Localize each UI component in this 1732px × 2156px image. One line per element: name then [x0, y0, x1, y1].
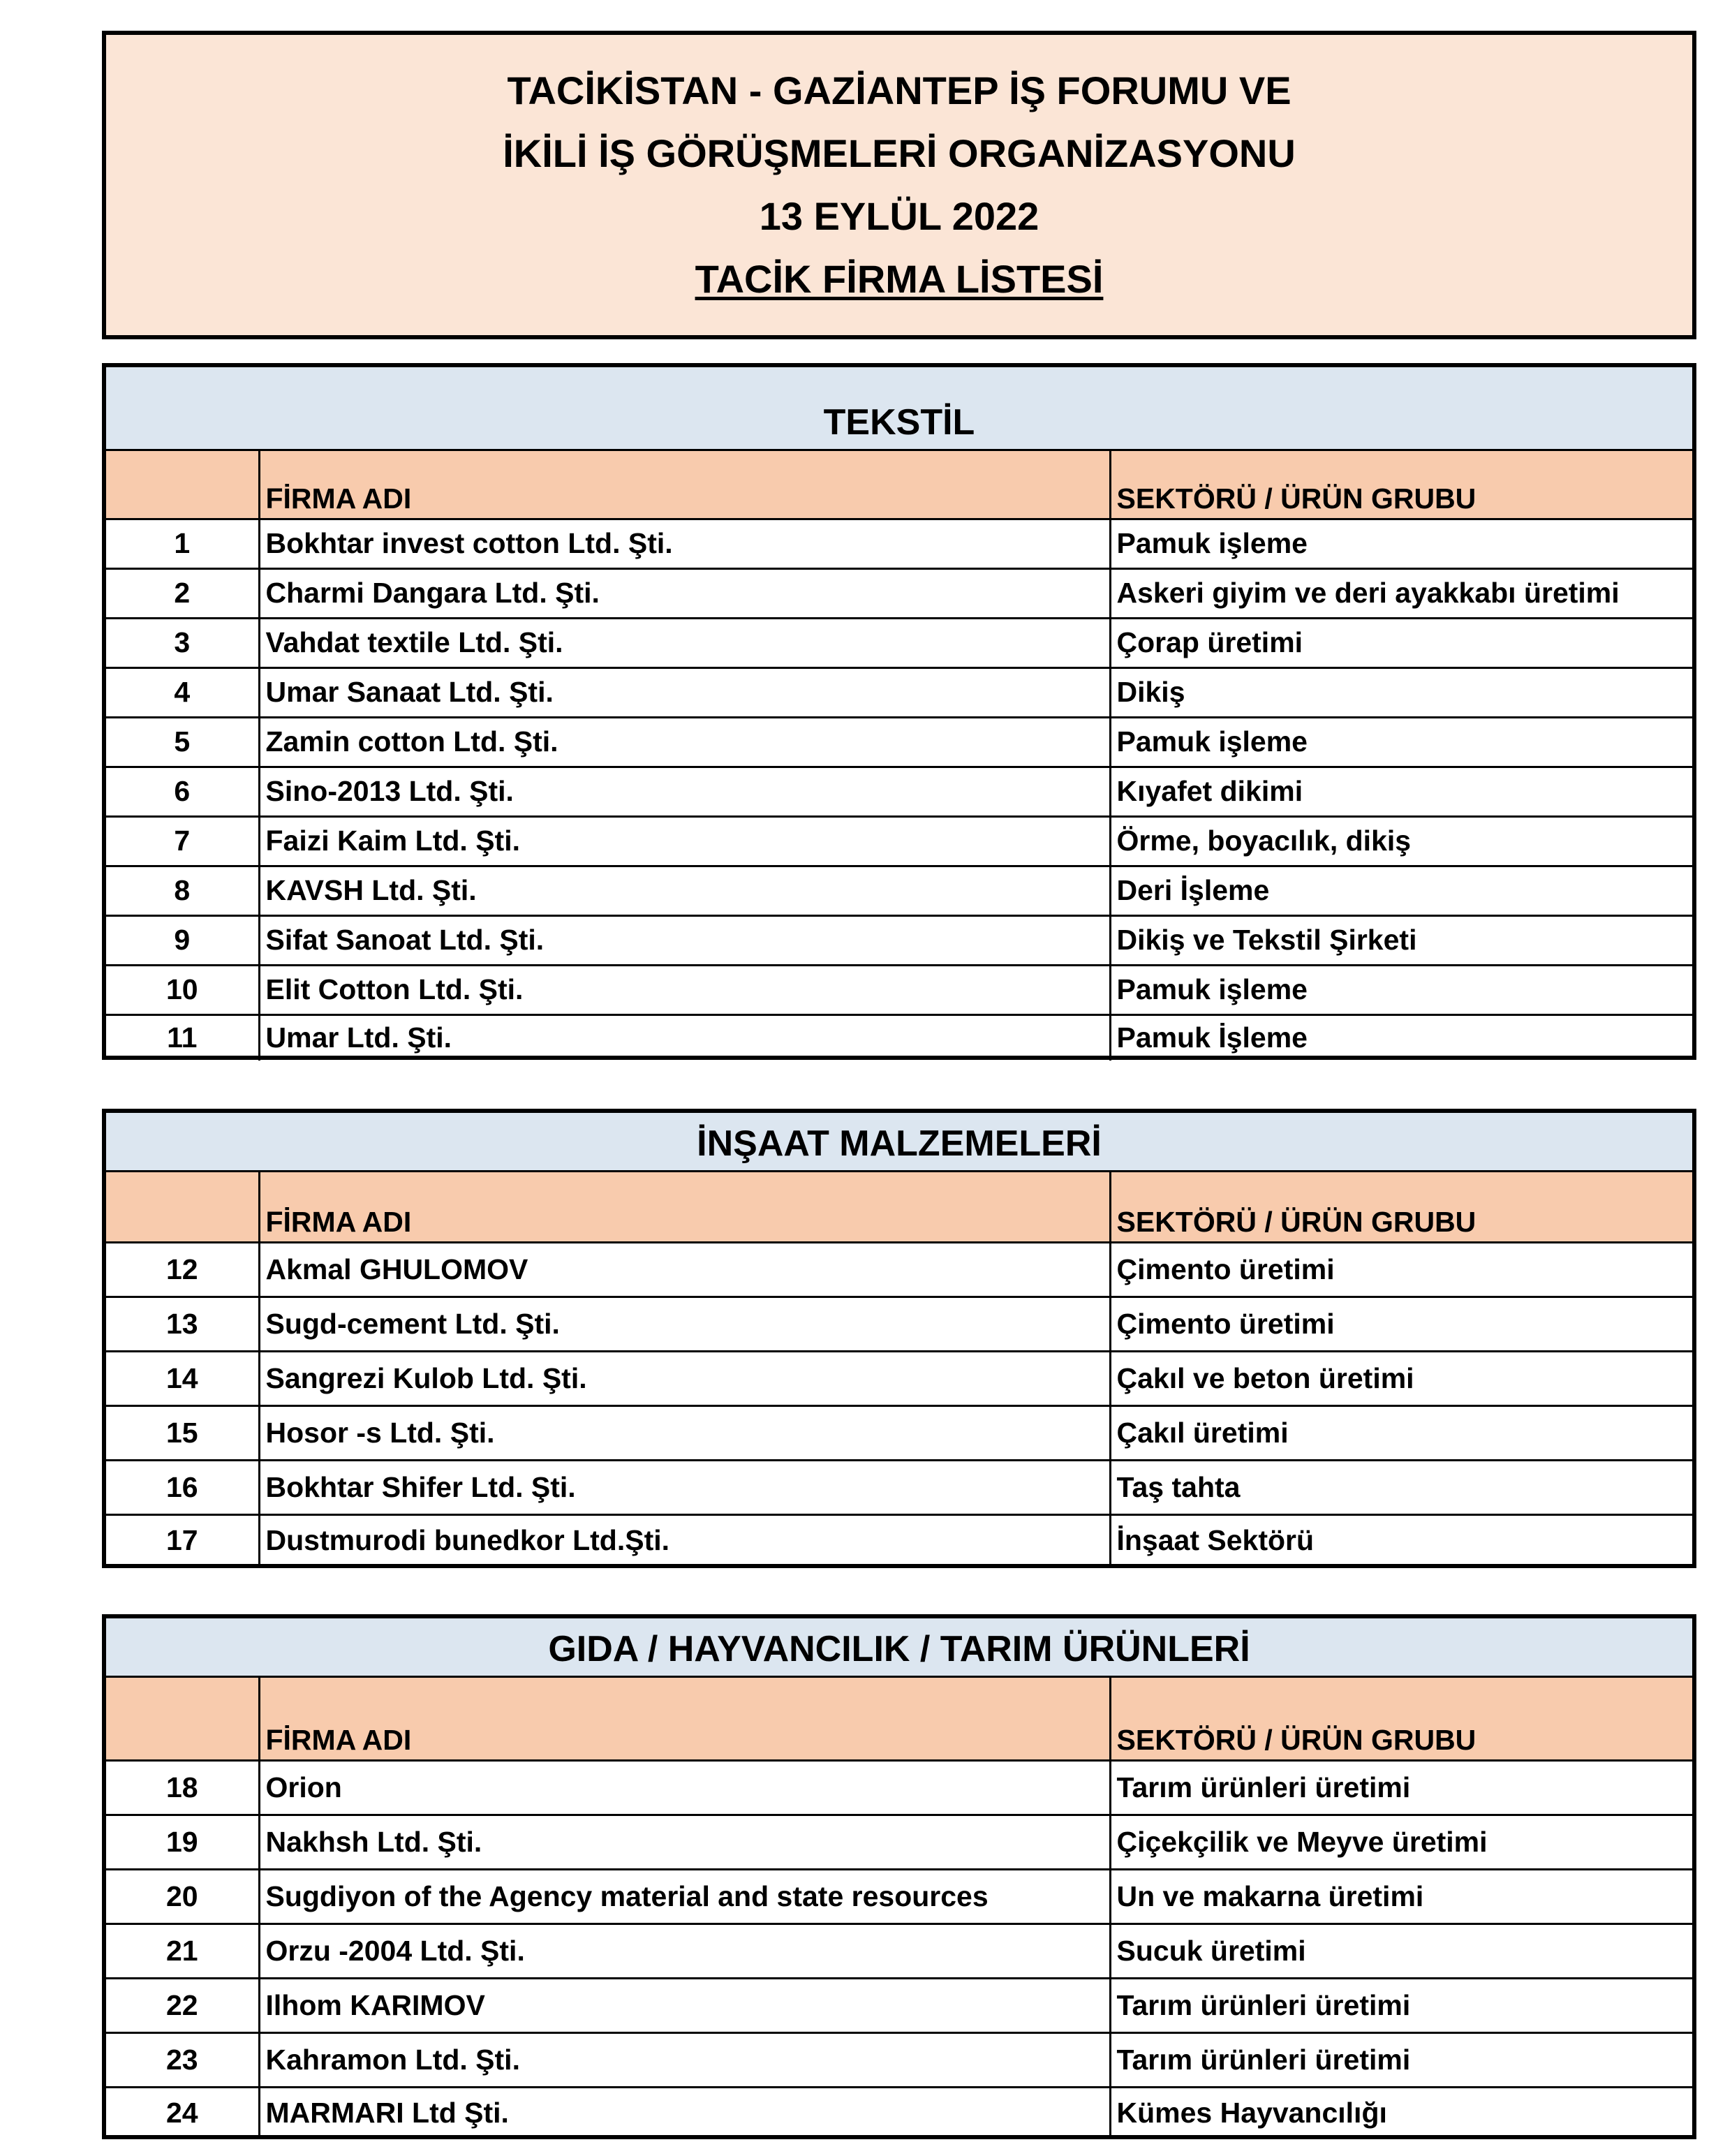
sector: Tarım ürünleri üretimi: [1110, 1978, 1692, 2032]
table-row: [106, 1514, 1692, 1565]
table-row: [106, 1242, 1692, 1297]
table-row: [106, 1978, 1692, 2032]
table-row: [106, 568, 1692, 618]
table-row: [106, 1924, 1692, 1978]
row-number: 15: [106, 1405, 259, 1460]
company-name: Sino-2013 Ltd. Şti.: [259, 767, 1110, 816]
table-row: [106, 2087, 1692, 2138]
row-number: 21: [106, 1924, 259, 1978]
company-name: Zamin cotton Ltd. Şti.: [259, 717, 1110, 767]
company-name: Orzu -2004 Ltd. Şti.: [259, 1924, 1110, 1978]
row-number: 18: [106, 1760, 259, 1815]
company-column-header: FİRMA ADI: [259, 1172, 1110, 1242]
sector: Pamuk işleme: [1110, 519, 1692, 568]
sector: Dikiş: [1110, 667, 1692, 717]
row-number: 19: [106, 1815, 259, 1869]
company-name: Nakhsh Ltd. Şti.: [259, 1815, 1110, 1869]
sector: Çorap üretimi: [1110, 618, 1692, 667]
row-number: 5: [106, 717, 259, 767]
sector: Dikiş ve Tekstil Şirketi: [1110, 915, 1692, 965]
company-name: Bokhtar Shifer Ltd. Şti.: [259, 1460, 1110, 1514]
sector: Tarım ürünleri üretimi: [1110, 1760, 1692, 1815]
section-construction: [102, 1109, 1696, 1568]
row-number: 17: [106, 1514, 259, 1565]
row-number: 22: [106, 1978, 259, 2032]
row-number: 3: [106, 618, 259, 667]
company-name: Akmal GHULOMOV: [259, 1242, 1110, 1297]
row-number: 13: [106, 1297, 259, 1351]
sector: Çimento üretimi: [1110, 1242, 1692, 1297]
sector: Çimento üretimi: [1110, 1297, 1692, 1351]
number-column-header: [106, 451, 259, 519]
sector: Taş tahta: [1110, 1460, 1692, 1514]
row-number: 6: [106, 767, 259, 816]
row-number: 8: [106, 866, 259, 915]
row-number: 1: [106, 519, 259, 568]
row-number: 23: [106, 2032, 259, 2087]
sector: Pamuk işleme: [1110, 965, 1692, 1014]
table-row: [106, 767, 1692, 816]
sector: Un ve makarna üretimi: [1110, 1869, 1692, 1924]
company-table: [106, 1678, 1692, 2138]
sector: Askeri giyim ve deri ayakkabı üretimi: [1110, 568, 1692, 618]
row-number: 14: [106, 1351, 259, 1405]
table-row: [106, 1351, 1692, 1405]
sector: Çakıl ve beton üretimi: [1110, 1351, 1692, 1405]
company-name: Umar Ltd. Şti.: [259, 1014, 1110, 1061]
table-row: [106, 915, 1692, 965]
company-name: Sugdiyon of the Agency material and state resources: [259, 1869, 1110, 1924]
company-name: Dustmurodi bunedkor Ltd.Şti.: [259, 1514, 1110, 1565]
company-name: MARMARI Ltd Şti.: [259, 2087, 1110, 2138]
row-number: 11: [106, 1014, 259, 1061]
company-table: [106, 1172, 1692, 1565]
header-title-line-2: İKİLİ İŞ GÖRÜŞMELERİ ORGANİZASYONU: [503, 131, 1296, 175]
table-row: [106, 1297, 1692, 1351]
column-header-row: [106, 1678, 1692, 1760]
company-name: Vahdat textile Ltd. Şti.: [259, 618, 1110, 667]
company-name: Bokhtar invest cotton Ltd. Şti.: [259, 519, 1110, 568]
table-row: [106, 717, 1692, 767]
row-number: 10: [106, 965, 259, 1014]
sector-column-header: SEKTÖRÜ / ÜRÜN GRUBU: [1110, 451, 1692, 519]
sector: Çakıl üretimi: [1110, 1405, 1692, 1460]
table-row: [106, 866, 1692, 915]
company-name: Sifat Sanoat Ltd. Şti.: [259, 915, 1110, 965]
section-textile: [102, 363, 1696, 1060]
sector: Çiçekçilik ve Meyve üretimi: [1110, 1815, 1692, 1869]
sector: İnşaat Sektörü: [1110, 1514, 1692, 1565]
table-row: [106, 667, 1692, 717]
row-number: 4: [106, 667, 259, 717]
section-title: İNŞAAT MALZEMELERİ: [106, 1113, 1692, 1172]
document-header: [102, 31, 1696, 339]
sector: Deri İşleme: [1110, 866, 1692, 915]
company-name: Sugd-cement Ltd. Şti.: [259, 1297, 1110, 1351]
company-name: Sangrezi Kulob Ltd. Şti.: [259, 1351, 1110, 1405]
column-header-row: [106, 451, 1692, 519]
section-title: TEKSTİL: [106, 367, 1692, 451]
row-number: 7: [106, 816, 259, 866]
table-row: [106, 1014, 1692, 1061]
sector: Kıyafet dikimi: [1110, 767, 1692, 816]
row-number: 12: [106, 1242, 259, 1297]
sector: Tarım ürünleri üretimi: [1110, 2032, 1692, 2087]
column-header-row: [106, 1172, 1692, 1242]
sector: Kümes Hayvancılığı: [1110, 2087, 1692, 2138]
company-column-header: FİRMA ADI: [259, 451, 1110, 519]
company-name: Ilhom KARIMOV: [259, 1978, 1110, 2032]
table-row: [106, 1405, 1692, 1460]
header-list-title: TACİK FİRMA LİSTESİ: [695, 257, 1104, 301]
sector: Örme, boyacılık, dikiş: [1110, 816, 1692, 866]
section-title: GIDA / HAYVANCILIK / TARIM ÜRÜNLERİ: [106, 1618, 1692, 1678]
section-food-agriculture: [102, 1614, 1696, 2139]
table-row: [106, 618, 1692, 667]
sector: Pamuk İşleme: [1110, 1014, 1692, 1061]
table-row: [106, 816, 1692, 866]
company-name: Orion: [259, 1760, 1110, 1815]
sector: Pamuk işleme: [1110, 717, 1692, 767]
sector-column-header: SEKTÖRÜ / ÜRÜN GRUBU: [1110, 1172, 1692, 1242]
table-row: [106, 1760, 1692, 1815]
table-row: [106, 2032, 1692, 2087]
row-number: 9: [106, 915, 259, 965]
header-title-line-1: TACİKİSTAN - GAZİANTEP İŞ FORUMU VE: [507, 68, 1291, 112]
number-column-header: [106, 1172, 259, 1242]
company-column-header: FİRMA ADI: [259, 1678, 1110, 1760]
table-row: [106, 965, 1692, 1014]
number-column-header: [106, 1678, 259, 1760]
company-name: KAVSH Ltd. Şti.: [259, 866, 1110, 915]
company-name: Kahramon Ltd. Şti.: [259, 2032, 1110, 2087]
row-number: 20: [106, 1869, 259, 1924]
table-row: [106, 519, 1692, 568]
company-name: Charmi Dangara Ltd. Şti.: [259, 568, 1110, 618]
table-row: [106, 1815, 1692, 1869]
company-name: Faizi Kaim Ltd. Şti.: [259, 816, 1110, 866]
company-name: Umar Sanaat Ltd. Şti.: [259, 667, 1110, 717]
table-row: [106, 1460, 1692, 1514]
sector: Sucuk üretimi: [1110, 1924, 1692, 1978]
table-row: [106, 1869, 1692, 1924]
header-date: 13 EYLÜL 2022: [759, 194, 1039, 238]
company-table: [106, 451, 1692, 1061]
sector-column-header: SEKTÖRÜ / ÜRÜN GRUBU: [1110, 1678, 1692, 1760]
row-number: 24: [106, 2087, 259, 2138]
company-name: Elit Cotton Ltd. Şti.: [259, 965, 1110, 1014]
row-number: 2: [106, 568, 259, 618]
row-number: 16: [106, 1460, 259, 1514]
company-name: Hosor -s Ltd. Şti.: [259, 1405, 1110, 1460]
